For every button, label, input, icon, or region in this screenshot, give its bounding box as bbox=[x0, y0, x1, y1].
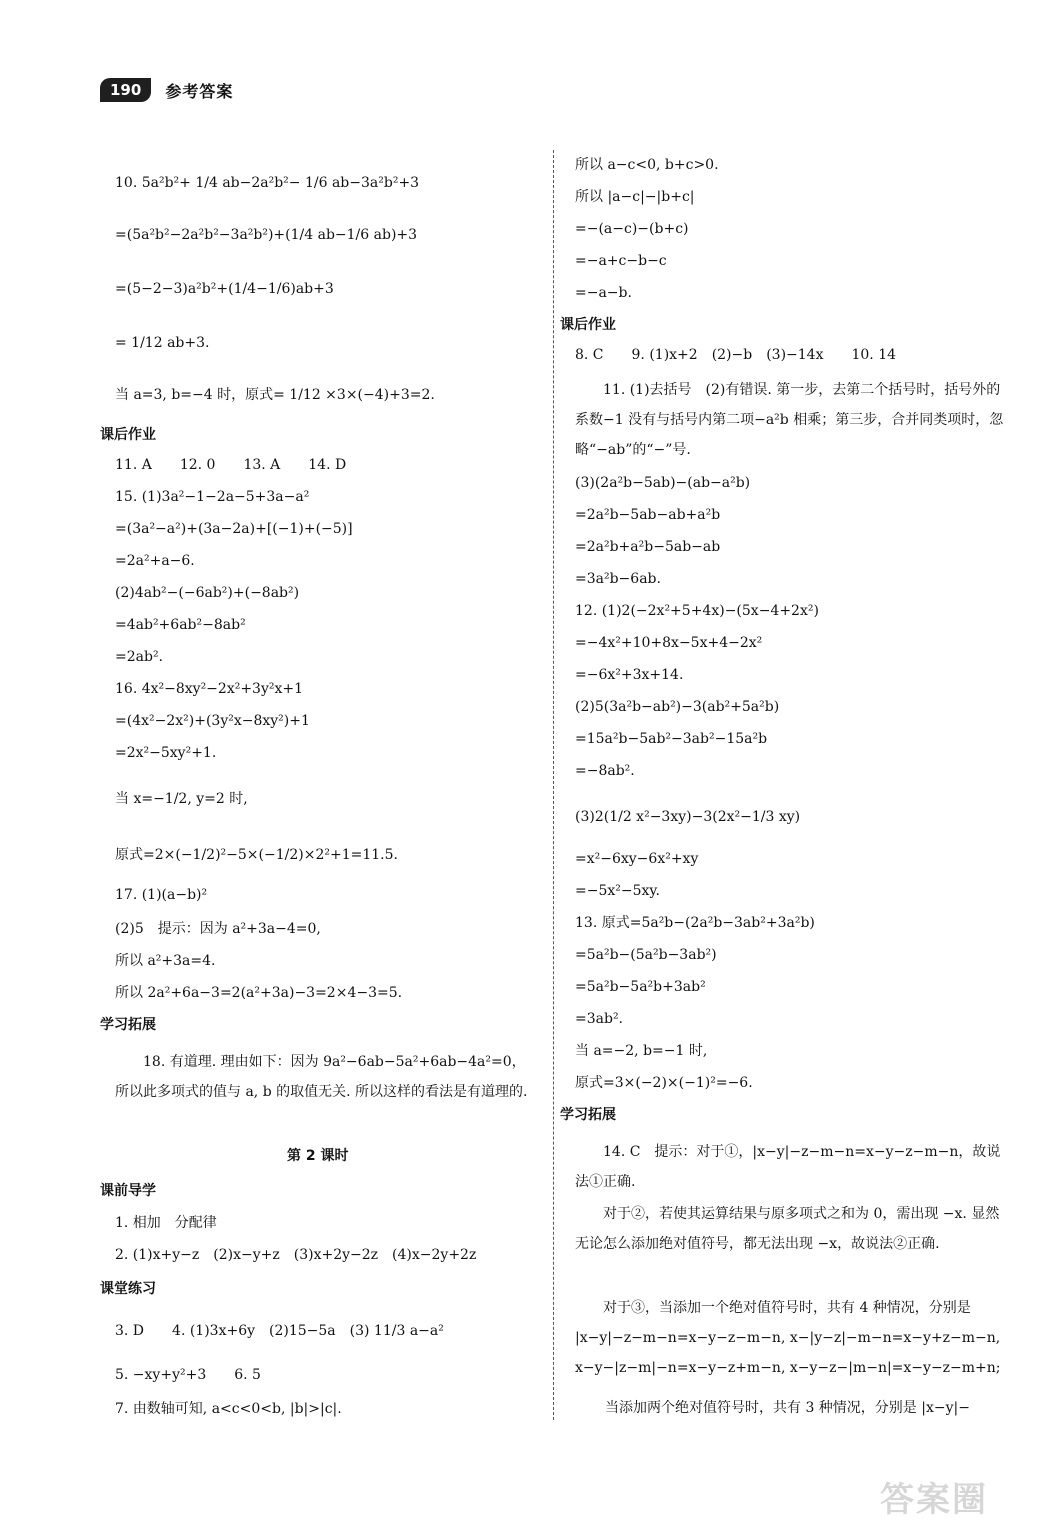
page-number: 190 bbox=[100, 78, 151, 102]
answer-line: 所以 |a−c|−|b+c| bbox=[575, 189, 695, 205]
answer-14-part4: 当添加两个绝对值符号时，共有 3 种情况，分别是 |x−y|− bbox=[605, 1400, 970, 1416]
answer-line: =(5a²b²−2a²b²−3a²b²)+(1/4 ab−1/6 ab)+3 bbox=[115, 227, 418, 243]
answer-line: 5. −xy+y²+3 6. 5 bbox=[115, 1367, 261, 1383]
lesson-title: 第 2 课时 bbox=[287, 1148, 349, 1164]
section-heading: 学习拓展 bbox=[100, 1017, 156, 1033]
answer-line: (2)4ab²−(−6ab²)+(−8ab²) bbox=[115, 585, 300, 601]
answer-line: =2a²b+a²b−5ab−ab bbox=[575, 539, 721, 555]
answer-line: =2x²−5xy²+1. bbox=[115, 745, 217, 761]
answer-line: 16. 4x²−8xy²−2x²+3y²x+1 bbox=[115, 681, 304, 697]
column-divider bbox=[553, 150, 554, 1420]
answer-line: 12. (1)2(−2x²+5+4x)−(5x−4+2x²) bbox=[575, 603, 819, 619]
answer-line: 原式=3×(−2)×(−1)²=−6. bbox=[575, 1075, 753, 1091]
answer-line: 所以 a²+3a=4. bbox=[115, 953, 216, 969]
header-title: 参考答案 bbox=[165, 81, 234, 101]
answer-line: =(3a²−a²)+(3a−2a)+[(−1)+(−5)] bbox=[115, 521, 353, 537]
section-heading: 课前导学 bbox=[100, 1183, 156, 1199]
answer-line: =−a+c−b−c bbox=[575, 253, 667, 269]
section-heading: 课后作业 bbox=[560, 317, 616, 333]
section-heading: 课堂练习 bbox=[100, 1281, 156, 1297]
answer-line: 7. 由数轴可知, a<c<0<b, |b|>|c|. bbox=[115, 1401, 342, 1417]
answer-18: 18. 有道理. 理由如下：因为 9a²−6ab−5a²+6ab−4a²=0，所以此多项式的值与 a, b 的取值无关. 所以这样的看法是有道理的. bbox=[115, 1054, 528, 1100]
answer-line: =x²−6xy−6x²+xy bbox=[575, 851, 699, 867]
answer-14-part3: 对于③，当添加一个绝对值符号时，共有 4 种情况，分别是 |x−y|−z−m−n=x−y−z−m−n, x−|y−z|−m−n=x−y+z−m−n, x−y−|z−m|−n=x−y−z+m−n, x−y−z−|m−n|=x−y−z−m+n; bbox=[575, 1300, 1001, 1376]
answer-line: =−a−b. bbox=[575, 285, 632, 301]
answer-line: =−4x²+10+8x−5x+4−2x² bbox=[575, 635, 763, 651]
answer-line: 15. (1)3a²−1−2a−5+3a−a² bbox=[115, 489, 310, 505]
answer-line: =4ab²+6ab²−8ab² bbox=[115, 617, 246, 633]
answer-line: =−5x²−5xy. bbox=[575, 883, 660, 899]
answer-14-part1: 14. C 提示：对于①，|x−y|−z−m−n=x−y−z−m−n，故说法①正确. bbox=[575, 1144, 1001, 1190]
answer-line: 当 a=−2, b=−1 时, bbox=[575, 1043, 708, 1059]
answer-line: 3. D 4. (1)3x+6y (2)15−5a (3) 11/3 a−a² bbox=[115, 1323, 444, 1339]
answer-line: =2a²b−5ab−ab+a²b bbox=[575, 507, 721, 523]
answer-line: 8. C 9. (1)x+2 (2)−b (3)−14x 10. 14 bbox=[575, 347, 897, 363]
answer-line: (3)2(1/2 x²−3xy)−3(2x²−1/3 xy) bbox=[575, 809, 801, 825]
answer-line: (2)5(3a²b−ab²)−3(ab²+5a²b) bbox=[575, 699, 780, 715]
answer-line: 原式=2×(−1/2)²−5×(−1/2)×2²+1=11.5. bbox=[115, 847, 398, 863]
section-heading: 学习拓展 bbox=[560, 1107, 616, 1123]
answer-line: =(5−2−3)a²b²+(1/4−1/6)ab+3 bbox=[115, 281, 334, 297]
answer-line: 1. 相加 分配律 bbox=[115, 1215, 217, 1231]
answer-line: (2)5 提示：因为 a²+3a−4=0, bbox=[115, 921, 321, 937]
answer-line: (3)(2a²b−5ab)−(ab−a²b) bbox=[575, 475, 751, 491]
answer-line: =5a²b−5a²b+3ab² bbox=[575, 979, 706, 995]
answer-line: 10. 5a²b²+ 1/4 ab−2a²b²− 1/6 ab−3a²b²+3 bbox=[115, 175, 420, 191]
answer-11: 11. (1)去括号 (2)有错误. 第一步，去第二个括号时，括号外的系数−1 没有与括号内第二项−a²b 相乘；第三步，合并同类项时，忽略“−ab”的“−”号. bbox=[575, 382, 1004, 458]
answer-line: =3a²b−6ab. bbox=[575, 571, 661, 587]
answer-line: =−8ab². bbox=[575, 763, 635, 779]
answer-line: 2. (1)x+y−z (2)x−y+z (3)x+2y−2z (4)x−2y+2z bbox=[115, 1247, 477, 1263]
answer-line: =15a²b−5ab²−3ab²−15a²b bbox=[575, 731, 768, 747]
section-heading: 课后作业 bbox=[100, 427, 156, 443]
answer-line: 所以 2a²+6a−3=2(a²+3a)−3=2×4−3=5. bbox=[115, 985, 403, 1001]
page-header bbox=[100, 76, 233, 104]
answer-line: =−(a−c)−(b+c) bbox=[575, 221, 689, 237]
answer-line: =−6x²+3x+14. bbox=[575, 667, 684, 683]
answer-line: =3ab². bbox=[575, 1011, 624, 1027]
answer-line: 13. 原式=5a²b−(2a²b−3ab²+3a²b) bbox=[575, 915, 815, 931]
watermark-logo: 答案圈 bbox=[880, 1480, 988, 1520]
answer-line: 当 a=3, b=−4 时，原式= 1/12 ×3×(−4)+3=2. bbox=[115, 387, 435, 403]
answer-line: =2ab². bbox=[115, 649, 164, 665]
answer-line: 当 x=−1/2, y=2 时, bbox=[115, 791, 248, 807]
answer-line: 17. (1)(a−b)² bbox=[115, 887, 208, 903]
answer-14-part2: 对于②，若使其运算结果与原多项式之和为 0，需出现 −x. 显然无论怎么添加绝对值符号，都无法出现 −x，故说法②正确. bbox=[575, 1206, 1000, 1252]
answer-line: =2a²+a−6. bbox=[115, 553, 195, 569]
answer-line: =5a²b−(5a²b−3ab²) bbox=[575, 947, 717, 963]
answer-line: 所以 a−c<0, b+c>0. bbox=[575, 157, 719, 173]
answer-line: 11. A 12. 0 13. A 14. D bbox=[115, 457, 347, 473]
answer-line: =(4x²−2x²)+(3y²x−8xy²)+1 bbox=[115, 713, 310, 729]
answer-line: = 1/12 ab+3. bbox=[115, 335, 210, 351]
